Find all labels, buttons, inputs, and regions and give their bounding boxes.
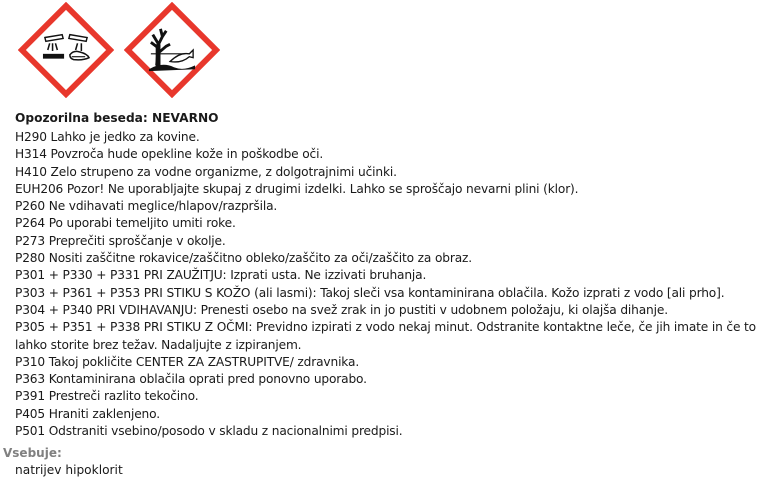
statement-p303: P303 + P361 + P353 PRI STIKU S KOŽO (ali lasmi): Takoj sleči vsa kontaminirana oblačila. Kožo izprati z vodo [ali prho]. (15, 285, 725, 300)
statement-p405: P405 Hraniti zaklenjeno. (15, 406, 160, 421)
corrosion-icon (18, 2, 114, 98)
signal-word: Opozorilna beseda: NEVARNO (15, 111, 219, 125)
statement-p310: P310 Takoj pokličite CENTER ZA ZASTRUPITVE/ zdravnika. (15, 354, 360, 369)
hazard-pictograms (0, 0, 764, 104)
statement-h290: H290 Lahko je jedko za kovine. (15, 130, 200, 144)
statement-p391: P391 Prestreči razlito tekočino. (15, 389, 199, 404)
statement-p363: P363 Kontaminirana oblačila oprati pred ponovno uporabo. (15, 372, 367, 387)
contains-label: Vsebuje: (3, 446, 62, 460)
statement-p260: P260 Ne vdihavati meglice/hlapov/razpršila. (15, 199, 278, 214)
statement-p301: P301 + P330 + P331 PRI ZAUŽITJU: Izprati usta. Ne izzivati bruhanja. (15, 268, 427, 283)
statement-h410: H410 Zelo strupeno za vodne organizme, z dolgotrajnimi učinki. (15, 164, 397, 179)
statement-h314: H314 Povzroča hude opekline kože in poškodbe oči. (15, 147, 324, 162)
statement-p304: P304 + P340 PRI VDIHAVANJU: Prenesti osebo na svež zrak in jo pustiti v udobnem položaju, ki olajša dihanje. (15, 302, 668, 317)
statement-euh206: EUH206 Pozor! Ne uporabljajte skupaj z drugimi izdelki. Lahko se sproščajo nevarni plini (klor). (15, 181, 579, 196)
hazard-statements-section (15, 110, 760, 440)
statement-p305: P305 + P351 + P338 PRI STIKU Z OČMI: Previdno izpirati z vodo nekaj minut. Odstranite kontaktne leče, če jih imate in če to lahko storite brez težav. Nadaljujte z izpiranjem. (15, 320, 756, 352)
statement-p273: P273 Preprečiti sproščanje v okolje. (15, 233, 226, 248)
statement-p280: P280 Nositi zaščitne rokavice/zaščitno obleko/zaščito za oči/zaščito za obraz. (15, 251, 473, 266)
contains-value: natrijev hipoklorit (15, 463, 123, 477)
environment-icon (124, 2, 220, 98)
statement-p501: P501 Odstraniti vsebino/posodo v skladu z nacionalnimi predpisi. (15, 424, 403, 439)
statement-p264: P264 Po uporabi temeljito umiti roke. (15, 216, 236, 231)
